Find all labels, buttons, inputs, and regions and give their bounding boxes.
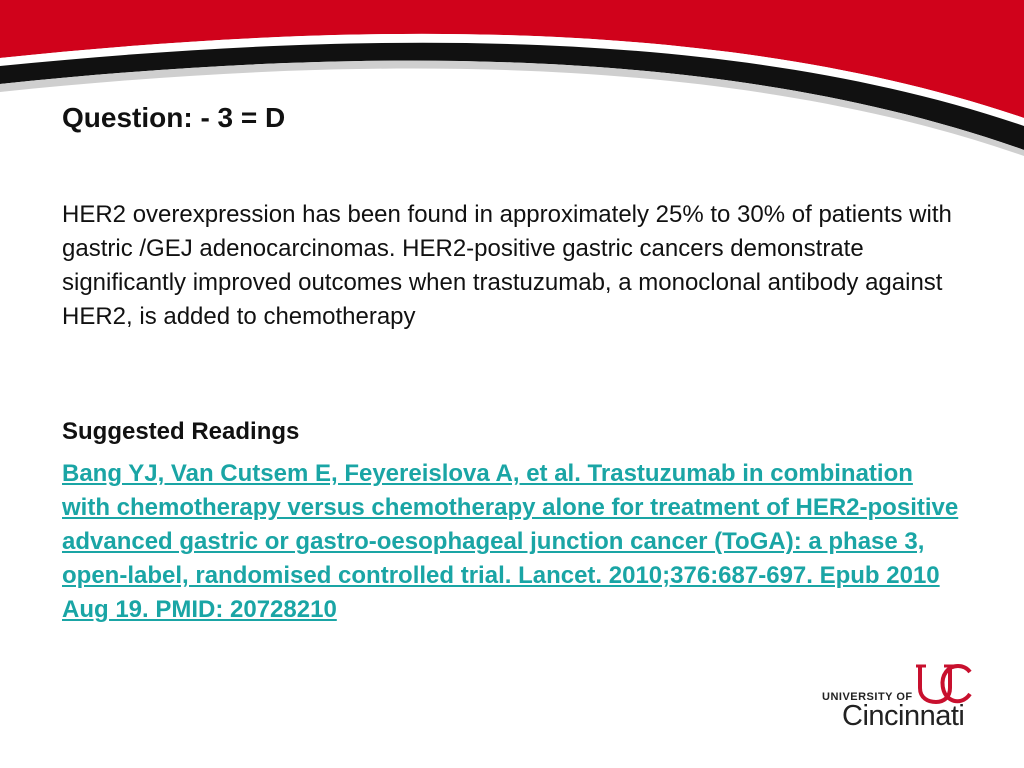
slide-title: Question: - 3 = D [62, 102, 286, 133]
header-banner [0, 0, 1024, 170]
citation-link[interactable]: Bang YJ, Van Cutsem E, Feyereislova A, et al. Trastuzumab in combination with chemotherapy versus chemotherapy alone for treatment of HER2-positive advanced gastric or gastro-oesophageal junction cancer (ToGA): a phase 3, open-label, randomised controlled trial. Lancet. 2010;376:687-697. Epub 2010 Aug 19. PMID: 20728210 [62, 460, 959, 623]
suggested-readings-heading: Suggested Readings [62, 418, 300, 445]
university-logo [818, 660, 988, 740]
body-paragraph: HER2 overexpression has been found in approximately 25% to 30% of patients with gastric /GEJ adenocarcinomas. HER2-positive gastric cancers demonstrate significantly improved outcomes when trastuzumab, a monoclonal antibody against HER2, is added to chemotherapy [62, 201, 952, 330]
logo-text-cincinnati: Cincinnati [842, 700, 965, 732]
logo-text-university-of: UNIVERSITY OF [822, 691, 913, 703]
